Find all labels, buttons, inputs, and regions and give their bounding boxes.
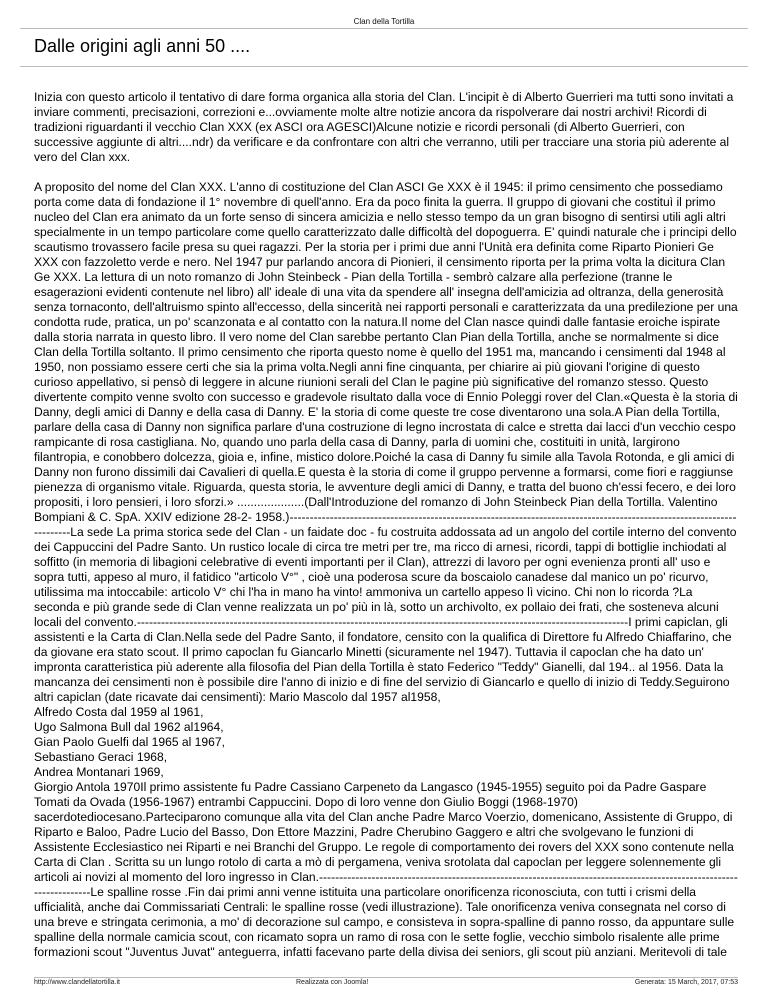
paragraph-assistenti: Giorgio Antola 1970Il primo assistente fu Padre Cassiano Carpeneto da Langasco (1945-1955) seguito poi da Padre Gaspare Tomati da Ovada (1956-1967) entrambi Cappuccini. Dopo di loro venne don Giulio Boggi (1968-1970) sacerdotediocesano.Parteciparono comunque alla vita del Clan anche Padre Marco Voerzio, domenicano, Assistente di Gruppo, di Riparto e Baloo, Padre Lucio del Basso, Don Ettore Mazzini, Padre Cherubino Gaggero e altri che svolgevano le funzioni di Assistente Ecclesiastico nei Riparti e nei Branchi del Gruppo. Le regole di comportamento dei rovers del XXX sono contenute nella Carta di Clan . Scritta su un lungo rotolo di carta a mò di pergamena, veniva srotolata dal capoclan per leggere solennemente gli articoli ai novizi al momento del loro ingresso in Clan.----------------------------------------------------------------------------------------------------------------------Le spalline rosse .Fin dai primi anni venne istituita una particolare onorificenza riconosciuta, con tutti i crismi della ufficialità, anche dai Commissariati Centrali: le spalline rosse (vedi illustrazione). Tale onorificenza veniva consegnata nel corso di una breve e stringata cerimonia, a mo' di decorazione sul campo, e consisteva in sopra-spalline di panno rosso, da appuntare sulle spalline della normale camicia scout, con ricamato sopra un ramo di rosa con le sette foglie, vecchio simbolo risalente alle prime formazioni scout "Juventus Juvat" anteguerra, infatti facevano parte della divisa dei seniors, gli scout più anziani. Meritevoli di tale — [34, 780, 738, 959]
capiclan-list — [34, 705, 738, 960]
capiclan-item: Ugo Salmona Bull dal 1962 al1964, — [34, 720, 224, 734]
page-footer — [34, 977, 738, 990]
site-name: Clan della Tortilla — [353, 17, 415, 26]
footer-generated: Generata: 15 March, 2017, 07:53 — [634, 979, 738, 986]
title-divider — [20, 66, 748, 67]
title-box — [20, 32, 748, 66]
capiclan-item: Sebastiano Geraci 1968, — [34, 750, 168, 764]
paragraph-history: A proposito del nome del Clan XXX. L'anno di costituzione del Clan ASCI Ge XXX è il 1945: il primo censimento che possediamo porta come data di fondazione il 1° novembre di quell'anno. Era da poco finita la guerra. Il gruppo di giovani che costituì il primo nucleo del Clan era animato da un forte senso di sincera amicizia e nello stesso tempo da un gran bisogno di sentirsi utili agli altri specialmente in un tempo particolare come quello caratterizzato dalle difficoltà del dopoguerra. E' quindi naturale che i principi dello scautismo trovassero facile presa su quei ragazzi. Per la storia per i primi due anni l'Unità era definita come Riparto Pionieri Ge XXX con fazzoletto verde e nero. Nel 1947 pur parlando ancora di Pionieri, il censimento riporta per la prima volta la dicitura Clan Ge XXX. La lettura di un noto romanzo di John Steinbeck - Pian della Tortilla - sembrò calzare alla perfezione (tranne le esagerazioni evidenti contenute nel libro) all' ideale di una vita da spendere all' insegna dell'amicizia ad oltranza, della generosità senza tornaconto, dell'altruismo spinto all'eccesso, della sincerità nei rapporti personali e caratterizzata da una predilezione per una condotta rude, pratica, un po' scanzonata e al contatto con la natura.Il nome del Clan nasce quindi dalle fantasie eroiche ispirate dalla storia narrata in questo libro. Il vero nome del Clan sarebbe pertanto Clan Pian della Tortilla, anche se normalmente si dice Clan della Tortilla soltanto. Il primo censimento che riporta questo nome è quello del 1951 ma, mancando i censimenti dal 1948 al 1950, non possiamo essere certi che sia la prima volta.Negli anni fine cinquanta, per chiarire ai più giovani l'origine di questo curioso appellativo, si pensò di leggere in alcune riunioni serali del Clan le pagine più significative del romanzo stesso. Questo divertente compito venne svolto con successo e gradevole risultato dalla voce di Ennio Poleggi rover del Clan.«Questa è la storia di Danny, degli amici di Danny e della casa di Danny. E' la storia di come queste tre cose diventarono una sola.A Pian della Tortilla, parlare della casa di Danny non significa parlare d'una costruzione di legno incrostata di calce e stretta dai lacci d'un vecchio cespo rampicante di rosa castigliana. No, quando uno parla della casa di Danny, parla di uomini che, costituiti in unità, largirono filantropia, e conobbero dolcezza, gioia e, infine, mistico dolore.Poiché la casa di Danny fu simile alla Tavola Rotonda, e gli amici di Danny non furono dissimili dai Cavalieri di quella.E questa è la storia di come il gruppo pervenne a formarsi, come fiori e raggiunse pienezza di organismo vitale. Riguarda, questa storia, le avventure degli amici di Danny, e tratta del buono ch'essi fecero, e dei loro propositi, i loro pensieri, i loro sforzi.» ....................(Dall'Introduzione del romanzo di John Steinbeck Pian della Tortilla. Valentino Bompiani & C. SpA. XXIV edizione 28-2- 1958.)------------------------------------------------------------------------------------------------------------------------La sede La prima storica sede del Clan - un faidate doc - fu costruita addossata ad un angolo del cortile interno del convento dei Cappuccini del Padre Santo. Un rustico locale di circa tre metri per tre, ma ricco di arnesi, ricordi, tappi di bottiglie inchiodati al soffitto (in memoria di libagioni celebrative di eventi importanti per il Clan), attrezzi di lavoro per ogni evenienza pronti all' uso e sopra tutti, appeso al muro, il fatidico "articolo V°" , cioè una poderosa scure da boscaiolo canadese dal manico un po' ricurvo, utilissima ma intoccabile: articolo V° chi l'ha in mano ha vinto! ammoniva un cartello appeso lì vicino. Chi non lo ricorda ?La seconda e più grande sede di Clan venne realizzata un po' più in là, sotto un archivolto, ex pollaio dei frati, che sosteneva alcuni locali del convento.--------------------------------------------------------------------------------------------------------------------------I primi capiclan, gli assistenti e la Carta di Clan.Nella sede del Padre Santo, il fondatore, censito con la qualifica di Direttore fu Alfredo Chiaffarino, che da giovane era stato scout. Il primo capoclan fu Giancarlo Minetti (sicuramente nel 1947). Tuttavia il capoclan che ha dato un' impronta caratteristica più aderente alla filosofia del Pian della Tortilla è stato Federico "Teddy" Gianelli, dal 194.. al 1956. Data la mancanza dei censimenti non è possibile dire l'anno di inizio e di fine del servizio di Giancarlo e quello di inizio di Teddy.Seguirono altri capiclan (date ricavate dai censimenti): Mario Mascolo dal 1957 al1958, — [34, 180, 738, 704]
header-divider — [20, 28, 748, 29]
capiclan-item: Gian Paolo Guelfi dal 1965 al 1967, — [34, 735, 225, 749]
paragraph-intro: Inizia con questo articolo il tentativo di dare forma organica alla storia del Clan. L'incipit è di Alberto Guerrieri ma tutti sono invitati a inviare commenti, precisazioni, correzioni e...ovviamente molte altre notizie ancora da rispolverare dai nostri archivi! Ricordi di tradizioni riguardanti il vecchio Clan XXX (ex ASCI ora AGESCI)Alcune notizie e ricordi personali (di Alberto Guerrieri, con successive aggiunte di altri....ndr) da verificare e da confrontare con altri che verranno, utili per tracciare una storia più aderente al vero del Clan xxx. — [34, 90, 734, 164]
footer-powered-by: Realizzata con Joomla! — [296, 979, 369, 986]
capiclan-item: Andrea Montanari 1969, — [34, 765, 164, 779]
article-body — [34, 90, 738, 977]
footer-url[interactable]: http://www.clandellatortilla.it — [34, 979, 120, 986]
article-title: Dalle origini agli anni 50 .... — [34, 36, 251, 56]
capiclan-item: Alfredo Costa dal 1959 al 1961, — [34, 705, 204, 719]
page-header — [0, 17, 768, 26]
